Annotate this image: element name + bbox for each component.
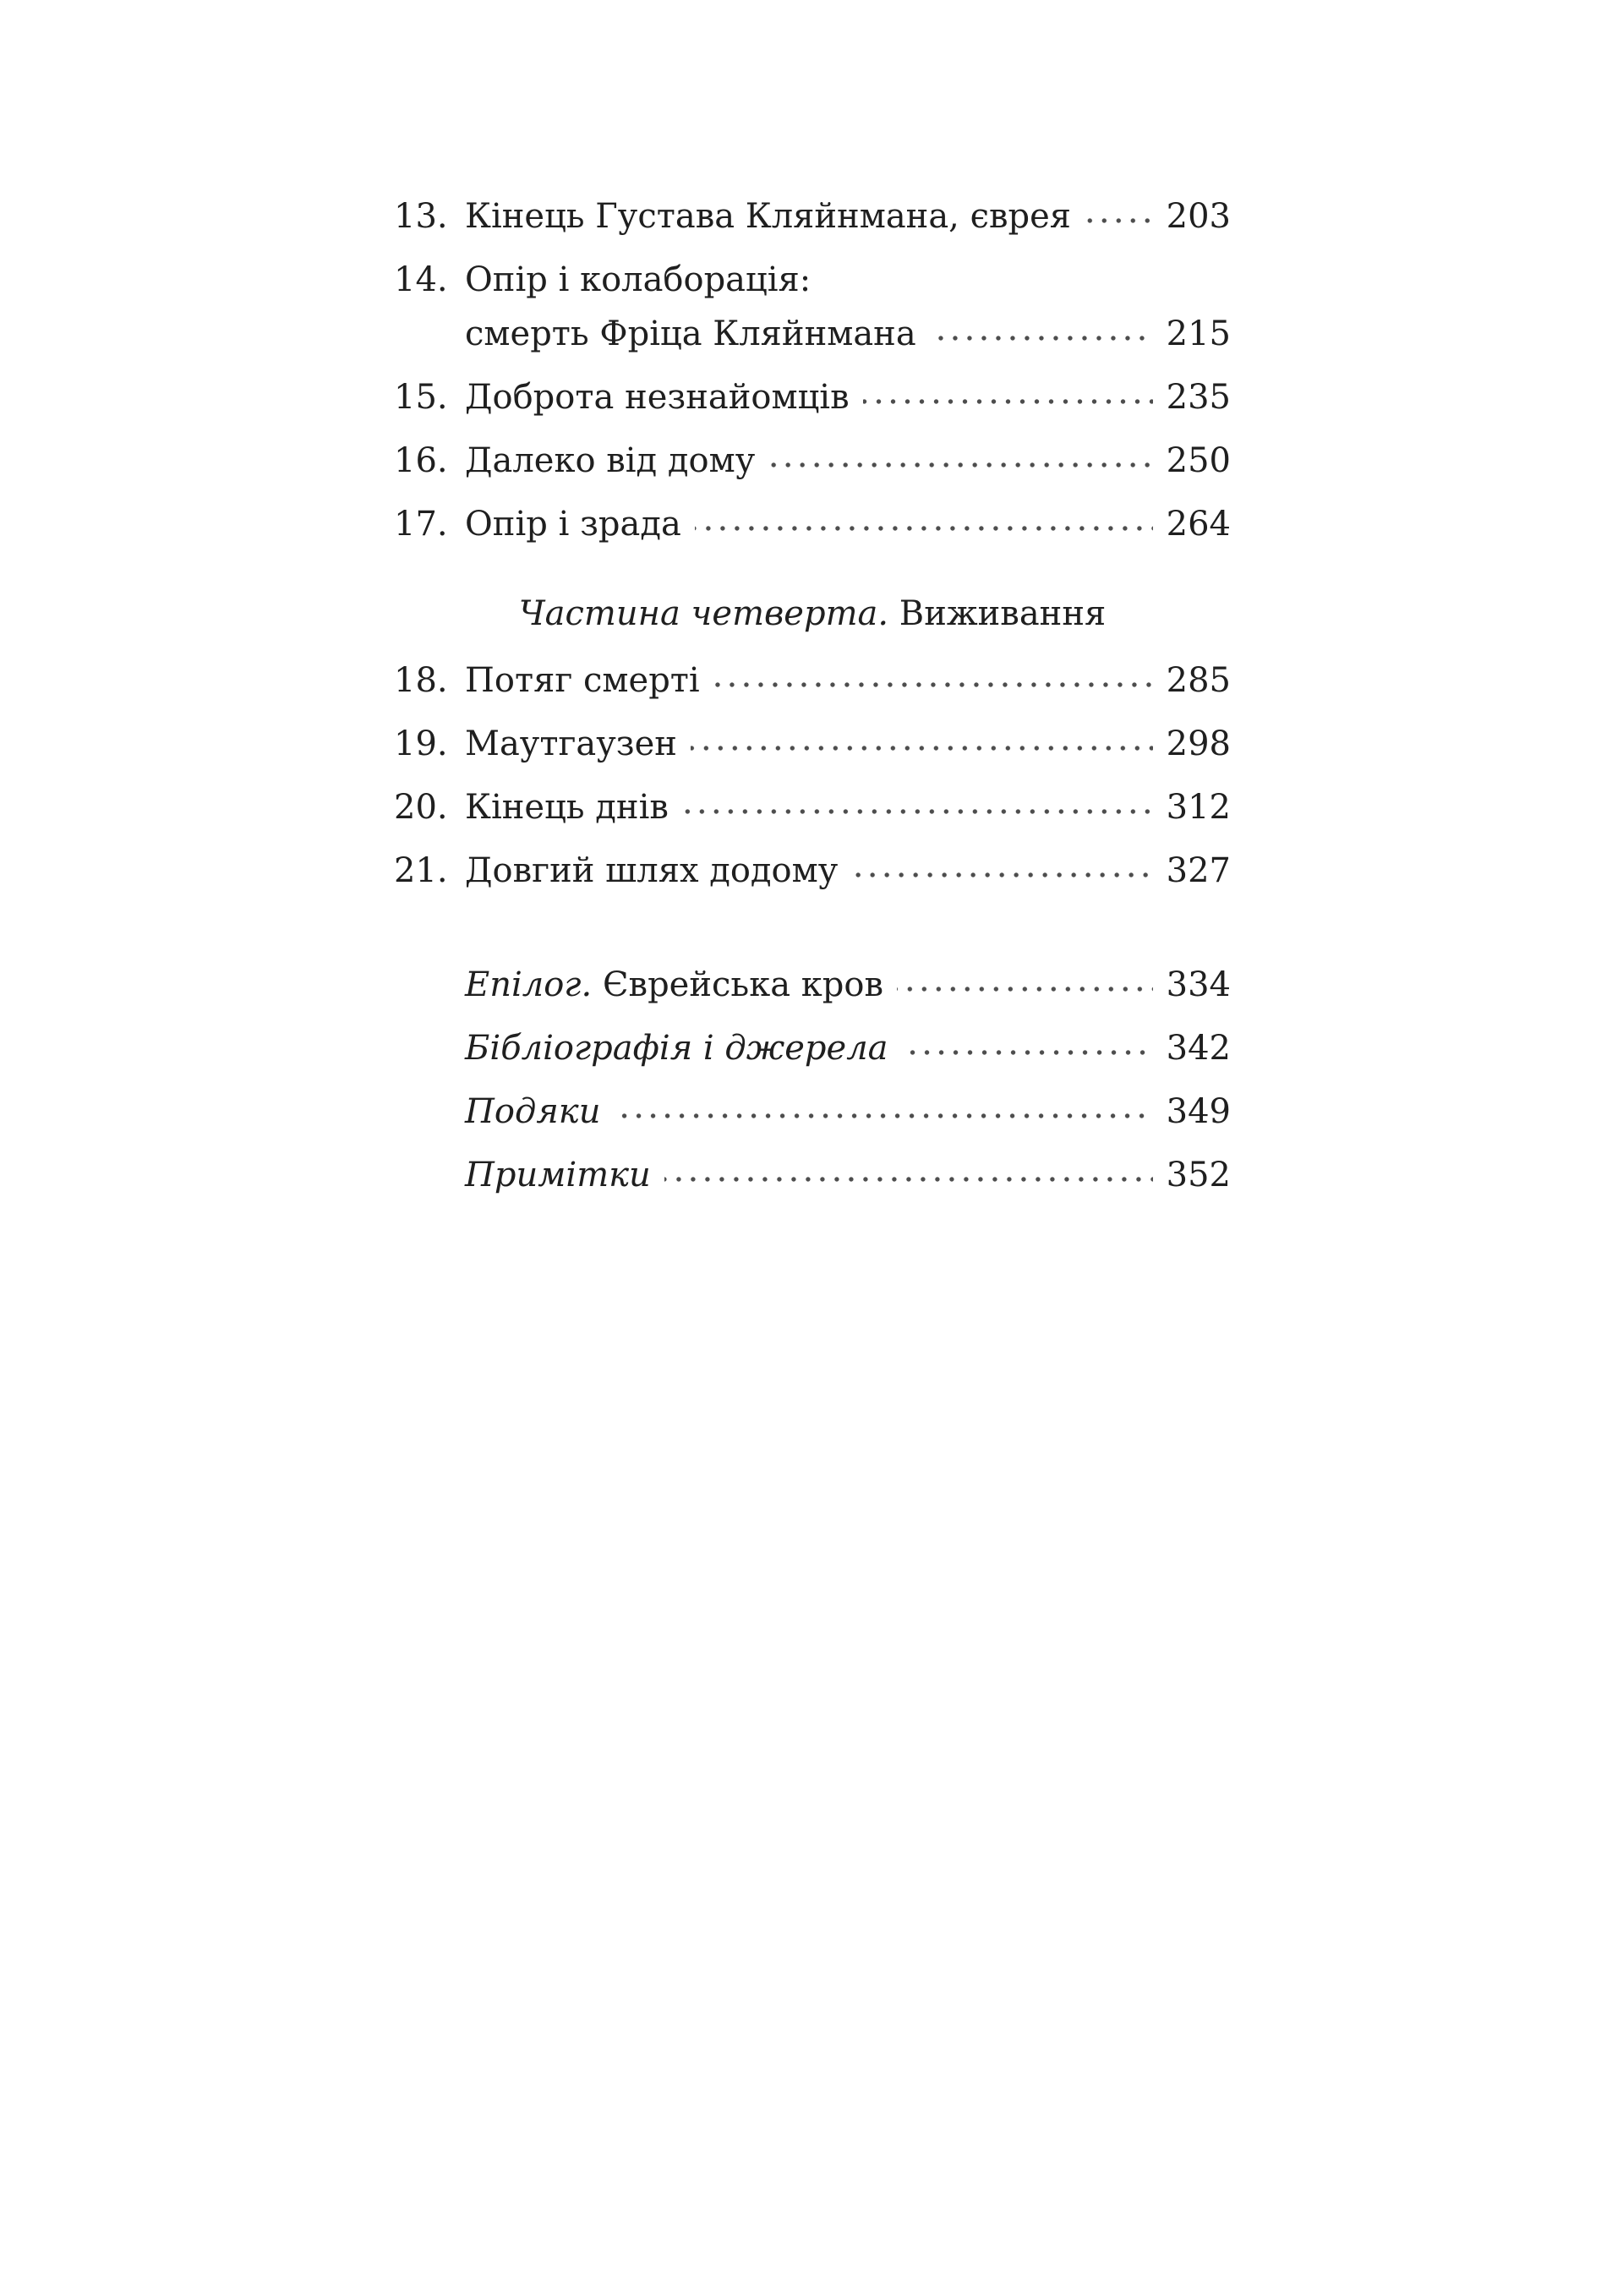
backmatter-title: Примітки bbox=[465, 1156, 651, 1194]
chapter-title: Кінець Густава Кляйнмана, єврея bbox=[465, 197, 1072, 236]
backmatter-title bbox=[465, 965, 883, 1005]
page-number: 334 bbox=[1166, 965, 1231, 1004]
chapter-title: Довгий шлях додому bbox=[465, 851, 839, 890]
chapter-title: Опір і колаборація: bbox=[465, 260, 812, 299]
chapter-number: 18. bbox=[394, 661, 448, 700]
page-number: 312 bbox=[1166, 788, 1231, 827]
chapter-number: 17. bbox=[394, 505, 448, 544]
chapter-title: Маутгаузен bbox=[465, 724, 677, 763]
part-title: Виживання bbox=[899, 594, 1107, 633]
toc-entry-20 bbox=[394, 787, 1231, 828]
dot-leader bbox=[863, 395, 1153, 408]
page-number: 327 bbox=[1166, 851, 1231, 890]
table-of-contents bbox=[394, 196, 1231, 1218]
dot-leader bbox=[902, 1046, 1153, 1059]
dot-leader bbox=[768, 458, 1152, 472]
chapter-number: 16. bbox=[394, 441, 448, 480]
page-number: 215 bbox=[1166, 314, 1231, 353]
toc-entry-21 bbox=[394, 850, 1231, 891]
chapter-title: Потяг смерті bbox=[465, 661, 700, 700]
backmatter-entry-notes bbox=[394, 1155, 1231, 1195]
back-matter bbox=[394, 965, 1231, 1218]
toc-entry-18 bbox=[394, 660, 1231, 701]
dot-leader bbox=[930, 331, 1153, 345]
chapter-number: 19. bbox=[394, 724, 448, 763]
dot-leader bbox=[713, 678, 1153, 692]
dot-leader bbox=[691, 741, 1153, 755]
dot-leader bbox=[664, 1173, 1153, 1186]
chapter-number: 21. bbox=[394, 851, 448, 890]
backmatter-title-text: Єврейська кров bbox=[602, 965, 883, 1004]
page-number: 349 bbox=[1166, 1092, 1231, 1131]
dot-leader bbox=[695, 522, 1153, 535]
backmatter-title: Подяки bbox=[465, 1092, 601, 1131]
toc-entry-16 bbox=[394, 440, 1231, 481]
page-number: 264 bbox=[1166, 505, 1231, 544]
toc-entry-15 bbox=[394, 377, 1231, 418]
chapter-title: смерть Фріца Кляйнмана bbox=[465, 314, 916, 353]
page-number: 298 bbox=[1166, 724, 1231, 763]
chapter-title: Доброта незнайомців bbox=[465, 378, 850, 417]
chapter-number: 20. bbox=[394, 788, 448, 827]
backmatter-label: Епілог. bbox=[465, 965, 593, 1004]
toc-entry-17 bbox=[394, 504, 1231, 544]
part-heading bbox=[394, 593, 1231, 634]
page-number: 352 bbox=[1166, 1156, 1231, 1194]
page-number: 235 bbox=[1166, 378, 1231, 417]
page-number: 285 bbox=[1166, 661, 1231, 700]
chapter-number: 14. bbox=[394, 260, 448, 299]
part-label: Частина четверта. bbox=[518, 594, 889, 633]
chapter-title: Опір і зрада bbox=[465, 505, 681, 544]
dot-leader bbox=[682, 805, 1153, 818]
page-number: 203 bbox=[1166, 197, 1231, 236]
toc-entry-19 bbox=[394, 724, 1231, 764]
backmatter-entry-epilogue bbox=[394, 965, 1231, 1005]
chapter-title: Кінець днів bbox=[465, 788, 669, 827]
toc-entry-13 bbox=[394, 196, 1231, 237]
chapter-title: Далеко від дому bbox=[465, 441, 756, 480]
dot-leader bbox=[614, 1109, 1152, 1123]
dot-leader bbox=[897, 982, 1153, 996]
backmatter-entry-acknowledgements bbox=[394, 1091, 1231, 1132]
backmatter-title: Бібліографія і джерела bbox=[465, 1029, 888, 1068]
chapter-number: 15. bbox=[394, 378, 448, 417]
toc-entry-14-line1 bbox=[394, 260, 1231, 300]
chapter-number: 13. bbox=[394, 197, 448, 236]
dot-leader bbox=[851, 868, 1152, 882]
page-number: 342 bbox=[1166, 1029, 1231, 1068]
page-number: 250 bbox=[1166, 441, 1231, 480]
toc-entry-14-line2 bbox=[394, 314, 1231, 354]
dot-leader bbox=[1085, 214, 1153, 227]
backmatter-entry-bibliography bbox=[394, 1028, 1231, 1069]
